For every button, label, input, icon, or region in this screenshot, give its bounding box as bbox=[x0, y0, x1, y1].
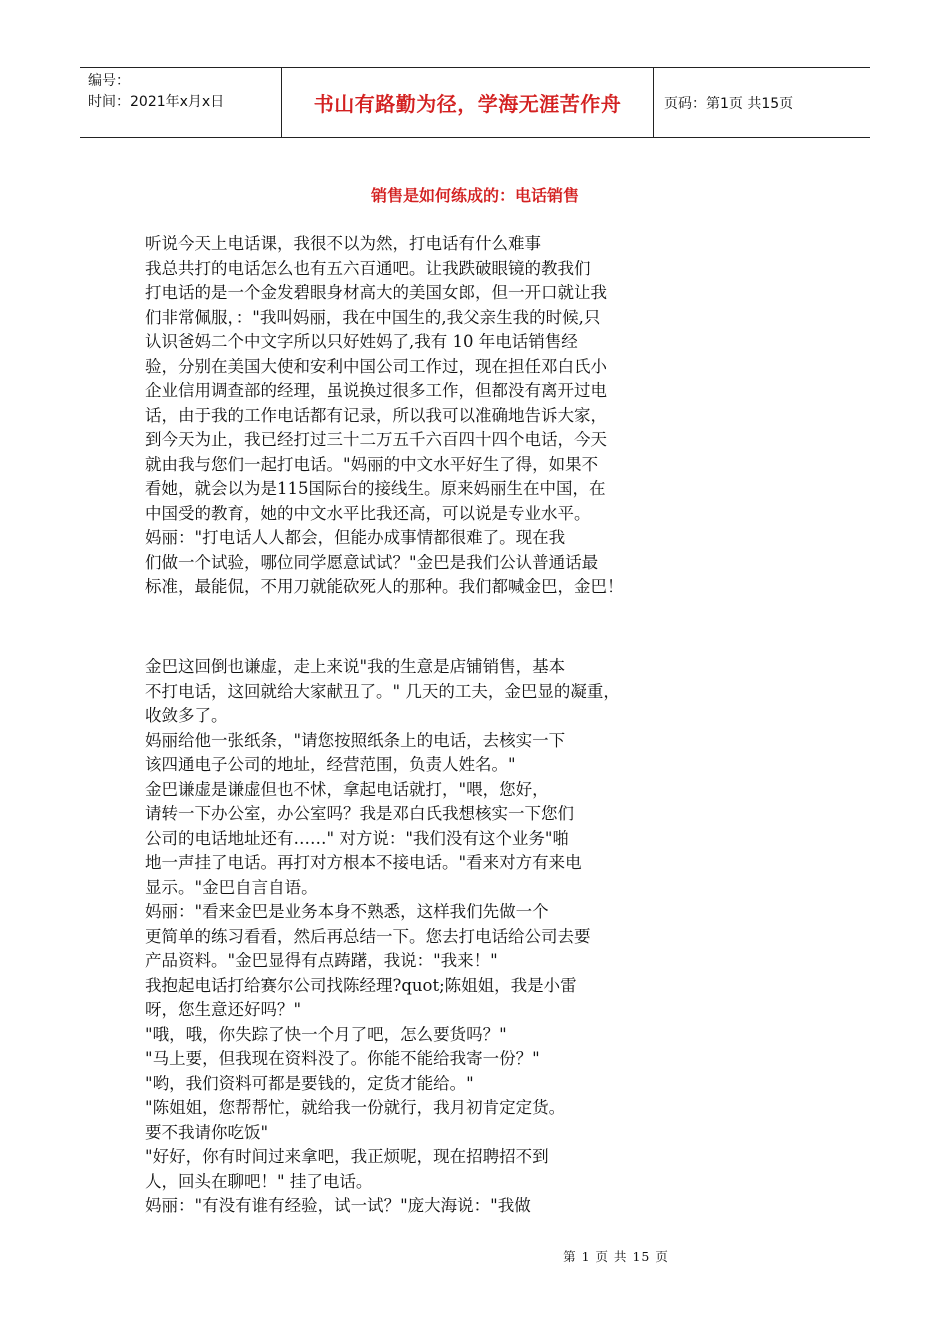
text-line: 看她，就会以为是115国际台的接线生。原来妈丽生在中国，在 bbox=[145, 479, 606, 498]
text-line: 中国受的教育，她的中文水平比我还高，可以说是专业水平。 bbox=[145, 503, 591, 523]
header-meta bbox=[80, 68, 282, 137]
text-line: 标准，最能侃，不用刀就能砍死人的那种。我们都喊金巴，金巴！ bbox=[145, 577, 624, 596]
text-line: 要不我请你吃饭" bbox=[145, 1122, 269, 1142]
document-title: 销售是如何练成的：电话销售 bbox=[370, 186, 579, 205]
text-line: 产品资料。"金巴显得有点踌躇，我说："我来！" bbox=[145, 951, 498, 970]
text-line: 金巴这回倒也谦虚，走上来说"我的生意是店铺销售，基本 bbox=[145, 657, 566, 676]
text-line: "哦，哦，你失踪了快一个月了吧，怎么要货吗？" bbox=[145, 1024, 507, 1044]
text-line: 听说今天上电话课，我很不以为然，打电话有什么难事 bbox=[145, 234, 541, 253]
text-line: 我总共打的电话怎么也有五六百通吧。让我跌破眼镜的教我们 bbox=[145, 258, 591, 278]
text-line: 打电话的是一个金发碧眼身材高大的美国女郎，但一开口就让我 bbox=[145, 283, 607, 302]
text-line: 验，分别在美国大使和安利中国公司工作过，现在担任邓白氏小 bbox=[145, 356, 607, 376]
text-line: 话，由于我的工作电话都有记录，所以我可以准确地告诉大家， bbox=[145, 405, 607, 425]
text-line: 到今天为止，我已经打过三十二万五千六百四十四个电话，今天 bbox=[145, 430, 607, 449]
text-line: 金巴谦虚是谦虚但也不怵，拿起电话就打，"喂，您好， bbox=[145, 779, 549, 799]
text-line: 请转一下办公室，办公室吗？我是邓白氏我想核实一下您们 bbox=[145, 804, 574, 823]
header-motto: 书山有路勤为径，学海无涯苦作舟 bbox=[282, 68, 654, 137]
text-line: 我抱起电话打给赛尔公司找陈经理?quot;陈姐姐，我是小雷 bbox=[145, 975, 577, 995]
text-line: 显示。"金巴自言自语。 bbox=[145, 877, 318, 897]
text-line: 不打电话，这回就给大家献丑了。" 几天的工夫，金巴显的凝重， bbox=[145, 681, 620, 701]
text-line: 妈丽给他一张纸条，"请您按照纸条上的电话，去核实一下 bbox=[145, 730, 566, 750]
page-header bbox=[80, 67, 870, 138]
paragraph-intro bbox=[145, 232, 705, 600]
text-line: 该四通电子公司的地址，经营范围，负责人姓名。" bbox=[145, 755, 516, 774]
text-line: 企业信用调查部的经理，虽说换过很多工作，但都没有离开过电 bbox=[145, 381, 607, 400]
text-line: 妈丽："打电话人人都会，但能办成事情都很难了。现在我 bbox=[145, 528, 566, 547]
text-line: 妈丽："看来金巴是业务本身不熟悉，这样我们先做一个 bbox=[145, 902, 549, 921]
text-line: 人，回头在聊吧！" 挂了电话。 bbox=[145, 1171, 373, 1191]
text-line: 地一声挂了电话。再打对方根本不接电话。"看来对方有来电 bbox=[145, 853, 582, 872]
document-time-label: 时间：2021年x月x日 bbox=[88, 94, 225, 110]
text-line: 们做一个试验，哪位同学愿意试试？"金巴是我们公认普通话最 bbox=[145, 552, 599, 572]
header-page-number: 页码：第1页 共15页 bbox=[664, 95, 794, 112]
paragraph-dialogue bbox=[145, 655, 705, 1219]
text-line: "马上要，但我现在资料没了。你能不能给我寄一份？" bbox=[145, 1049, 540, 1068]
page-footer: 第 1 页 共 15 页 bbox=[563, 1249, 669, 1264]
text-line: "陈姐姐，您帮帮忙，就给我一份就行，我月初肯定定货。 bbox=[145, 1098, 566, 1117]
text-line: 们非常佩服，："我叫妈丽，我在中国生的,我父亲生我的时候,只 bbox=[145, 307, 601, 327]
text-line: 妈丽："有没有谁有经验，试一试？"庞大海说："我做 bbox=[145, 1196, 531, 1215]
text-line: 就由我与您们一起打电话。"妈丽的中文水平好生了得，如果不 bbox=[145, 454, 599, 474]
text-line: 呀，您生意还好吗？" bbox=[145, 1000, 302, 1019]
text-line: 认识爸妈二个中文字所以只好姓妈了,我有 10 年电话销售经 bbox=[145, 332, 578, 351]
text-line: "好好，你有时间过来拿吧，我正烦呢，现在招聘招不到 bbox=[145, 1147, 549, 1166]
text-line: 更简单的练习看看，然后再总结一下。您去打电话给公司去要 bbox=[145, 926, 591, 946]
text-line: 收敛多了。 bbox=[145, 706, 228, 725]
text-line: 公司的电话地址还有……" 对方说："我们没有这个业务"啪 bbox=[145, 828, 570, 848]
text-line: "哟，我们资料可都是要钱的，定货才能给。" bbox=[145, 1073, 474, 1093]
document-number-label: 编号： bbox=[88, 73, 130, 89]
